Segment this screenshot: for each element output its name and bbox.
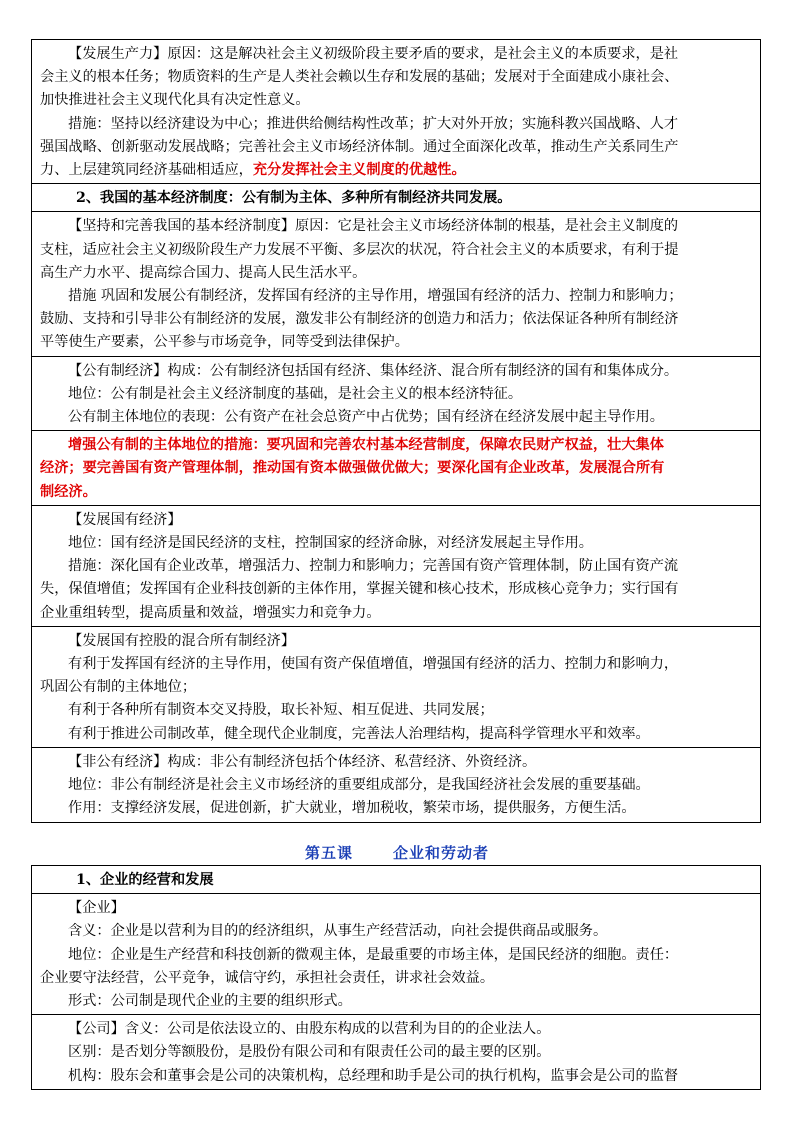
- text-line: 地位：公有制是社会主义经济制度的基础，是社会主义的根本经济特征。: [68, 385, 523, 402]
- text-line: 【发展国有经济】: [68, 511, 182, 528]
- text-line: 失，保值增值；发挥国有企业科技创新的主体作用，掌握关键和核心技术，形成核心竞争力；实行国有: [40, 581, 679, 598]
- text-line: 机构：股东会和董事会是公司的决策机构，总经理和助手是公司的执行机构，监事会是公司的监督: [68, 1067, 679, 1084]
- text-line: 措施 巩固和发展公有制经济，发挥国有经济的主导作用，增强国有经济的活力、控制力和影响力；: [68, 288, 683, 305]
- text-line: 高生产力水平、提高综合国力、提高人民生活水平。: [40, 264, 367, 281]
- text-line: 巩固公有制的主体地位；: [40, 679, 197, 696]
- text-line: 强国战略、创新驱动发展战略；完善社会主义市场经济体制。通过全面深化改革，推动生产关系同生产: [40, 138, 679, 155]
- text-line: 【公有制经济】构成：公有制经济包括国有经济、集体经济、混合所有制经济的国有和集体成分。: [68, 362, 679, 379]
- text-line: 企业要守法经营，公平竞争，诚信守约，承担社会责任，讲求社会效益。: [40, 969, 495, 986]
- company-cell: [32, 1015, 760, 1089]
- highlight-text: 充分发挥社会主义制度的优越性。: [252, 162, 466, 179]
- text-line: 鼓励、支持和引导非公有制经济的发展，激发非公有制经济的创造力和活力；依法保证各种所有制经济: [40, 311, 679, 328]
- basic-system-cell: [32, 212, 760, 356]
- text-line: 形式：公司制是现代企业的主要的组织形式。: [68, 993, 352, 1010]
- text-line: 支柱，适应社会主义初级阶段生产力发展不平衡、多层次的状况，符合社会主义的本质要求，有利于提: [40, 241, 679, 258]
- lesson-name: 企业和劳动者: [393, 844, 490, 862]
- text-line: 地位：企业是生产经营和科技创新的微观主体，是最重要的市场主体，是国民经济的细胞。责任：: [68, 946, 679, 963]
- public-ownership-cell: [32, 357, 760, 432]
- highlight-text: 增强公有制的主体地位的措施：要巩固和完善农村基本经营制度，保障农民财产权益，壮大集体: [68, 437, 664, 454]
- lesson-title: [0, 842, 794, 863]
- text-line: 作用：支撑经济发展，促进创新，扩大就业，增加税收，繁荣市场，提供服务，方便生活。: [68, 800, 636, 817]
- text-line: 有利于推进公司制改革，健全现代企业制度，完善法人治理结构，提高科学管理水平和效率。: [68, 725, 650, 742]
- text-line: 地位：国有经济是国民经济的支柱，控制国家的经济命脉，对经济发展起主导作用。: [68, 535, 593, 552]
- enterprise-table: [31, 865, 761, 1090]
- text-span: 力、上层建筑同经济基础相适应，: [40, 162, 253, 179]
- lesson-number: 第五课: [304, 844, 353, 862]
- text-line: 【公司】含义：公司是依法设立的、由股东构成的以营利为目的的企业法人。: [68, 1021, 551, 1038]
- text-line: 有利于发挥国有经济的主导作用，使国有资产保值增值，增强国有经济的活力、控制力和影响力，: [68, 656, 679, 673]
- text-line: 【企业】: [68, 900, 125, 917]
- section-heading-cell: [32, 184, 760, 212]
- highlight-text: 经济；要完善国有资产管理体制，推动国有资本做强做优做大；要深化国有企业改革，发展混合所有: [40, 460, 665, 477]
- text-line: 措施：坚持以经济建设为中心；推进供给侧结构性改革；扩大对外开放；实施科教兴国战略、人才: [68, 115, 679, 132]
- text-line: 含义：企业是以营利为目的的经济组织，从事生产经营活动，向社会提供商品或服务。: [68, 923, 608, 940]
- text-line: 公有制主体地位的表现：公有资产在社会总资产中占优势；国有经济在经济发展中起主导作用。: [68, 409, 664, 426]
- text-line: 有利于各种所有制资本交叉持股，取长补短、相互促进、共同发展；: [68, 702, 494, 719]
- productivity-cell: [32, 40, 760, 184]
- section-heading-cell: [32, 866, 760, 894]
- text-line: 【非公有经济】构成：非公有制经济包括个体经济、私营经济、外资经济。: [68, 753, 537, 770]
- section-heading: 1、企业的经营和发展: [76, 872, 214, 888]
- highlight-text: 制经济。: [40, 483, 97, 500]
- text-line: 区别：是否划分等额股份，是股份有限公司和有限责任公司的最主要的区别。: [68, 1044, 551, 1061]
- mixed-ownership-cell: [32, 627, 760, 748]
- text-line: 企业重组转型，提高质量和效益，增强实力和竞争力。: [40, 604, 381, 621]
- text-line: 加快推进社会主义现代化具有决定性意义。: [40, 92, 310, 109]
- measures-highlight-cell: [32, 431, 760, 506]
- text-line: 平等使生产要素，公平参与市场竞争，同等受到法律保护。: [40, 334, 409, 351]
- economic-system-table: [31, 39, 761, 823]
- section-heading: 2、我国的基本经济制度：公有制为主体、多种所有制经济共同发展。: [76, 190, 512, 207]
- text-line: 【发展生产力】原因：这是解决社会主义初级阶段主要矛盾的要求，是社会主义的本质要求，是社: [68, 46, 679, 62]
- text-line: 措施：深化国有企业改革，增强活力、控制力和影响力；完善国有资产管理体制，防止国有资产流: [68, 558, 679, 575]
- text-line: 会主义的根本任务；物质资料的生产是人类社会赖以生存和发展的基础；发展对于全面建成小康社会、: [40, 69, 679, 86]
- non-public-economy-cell: [32, 748, 760, 822]
- text-line: 【发展国有控股的混合所有制经济】: [68, 632, 296, 649]
- enterprise-cell: [32, 894, 760, 1015]
- text-line: 地位：非公有制经济是社会主义市场经济的重要组成部分，是我国经济社会发展的重要基础。: [68, 777, 650, 794]
- state-economy-cell: [32, 506, 760, 627]
- text-line: [40, 159, 754, 182]
- text-line: 【坚持和完善我国的基本经济制度】原因：它是社会主义市场经济体制的根基，是社会主义制度的: [68, 218, 679, 235]
